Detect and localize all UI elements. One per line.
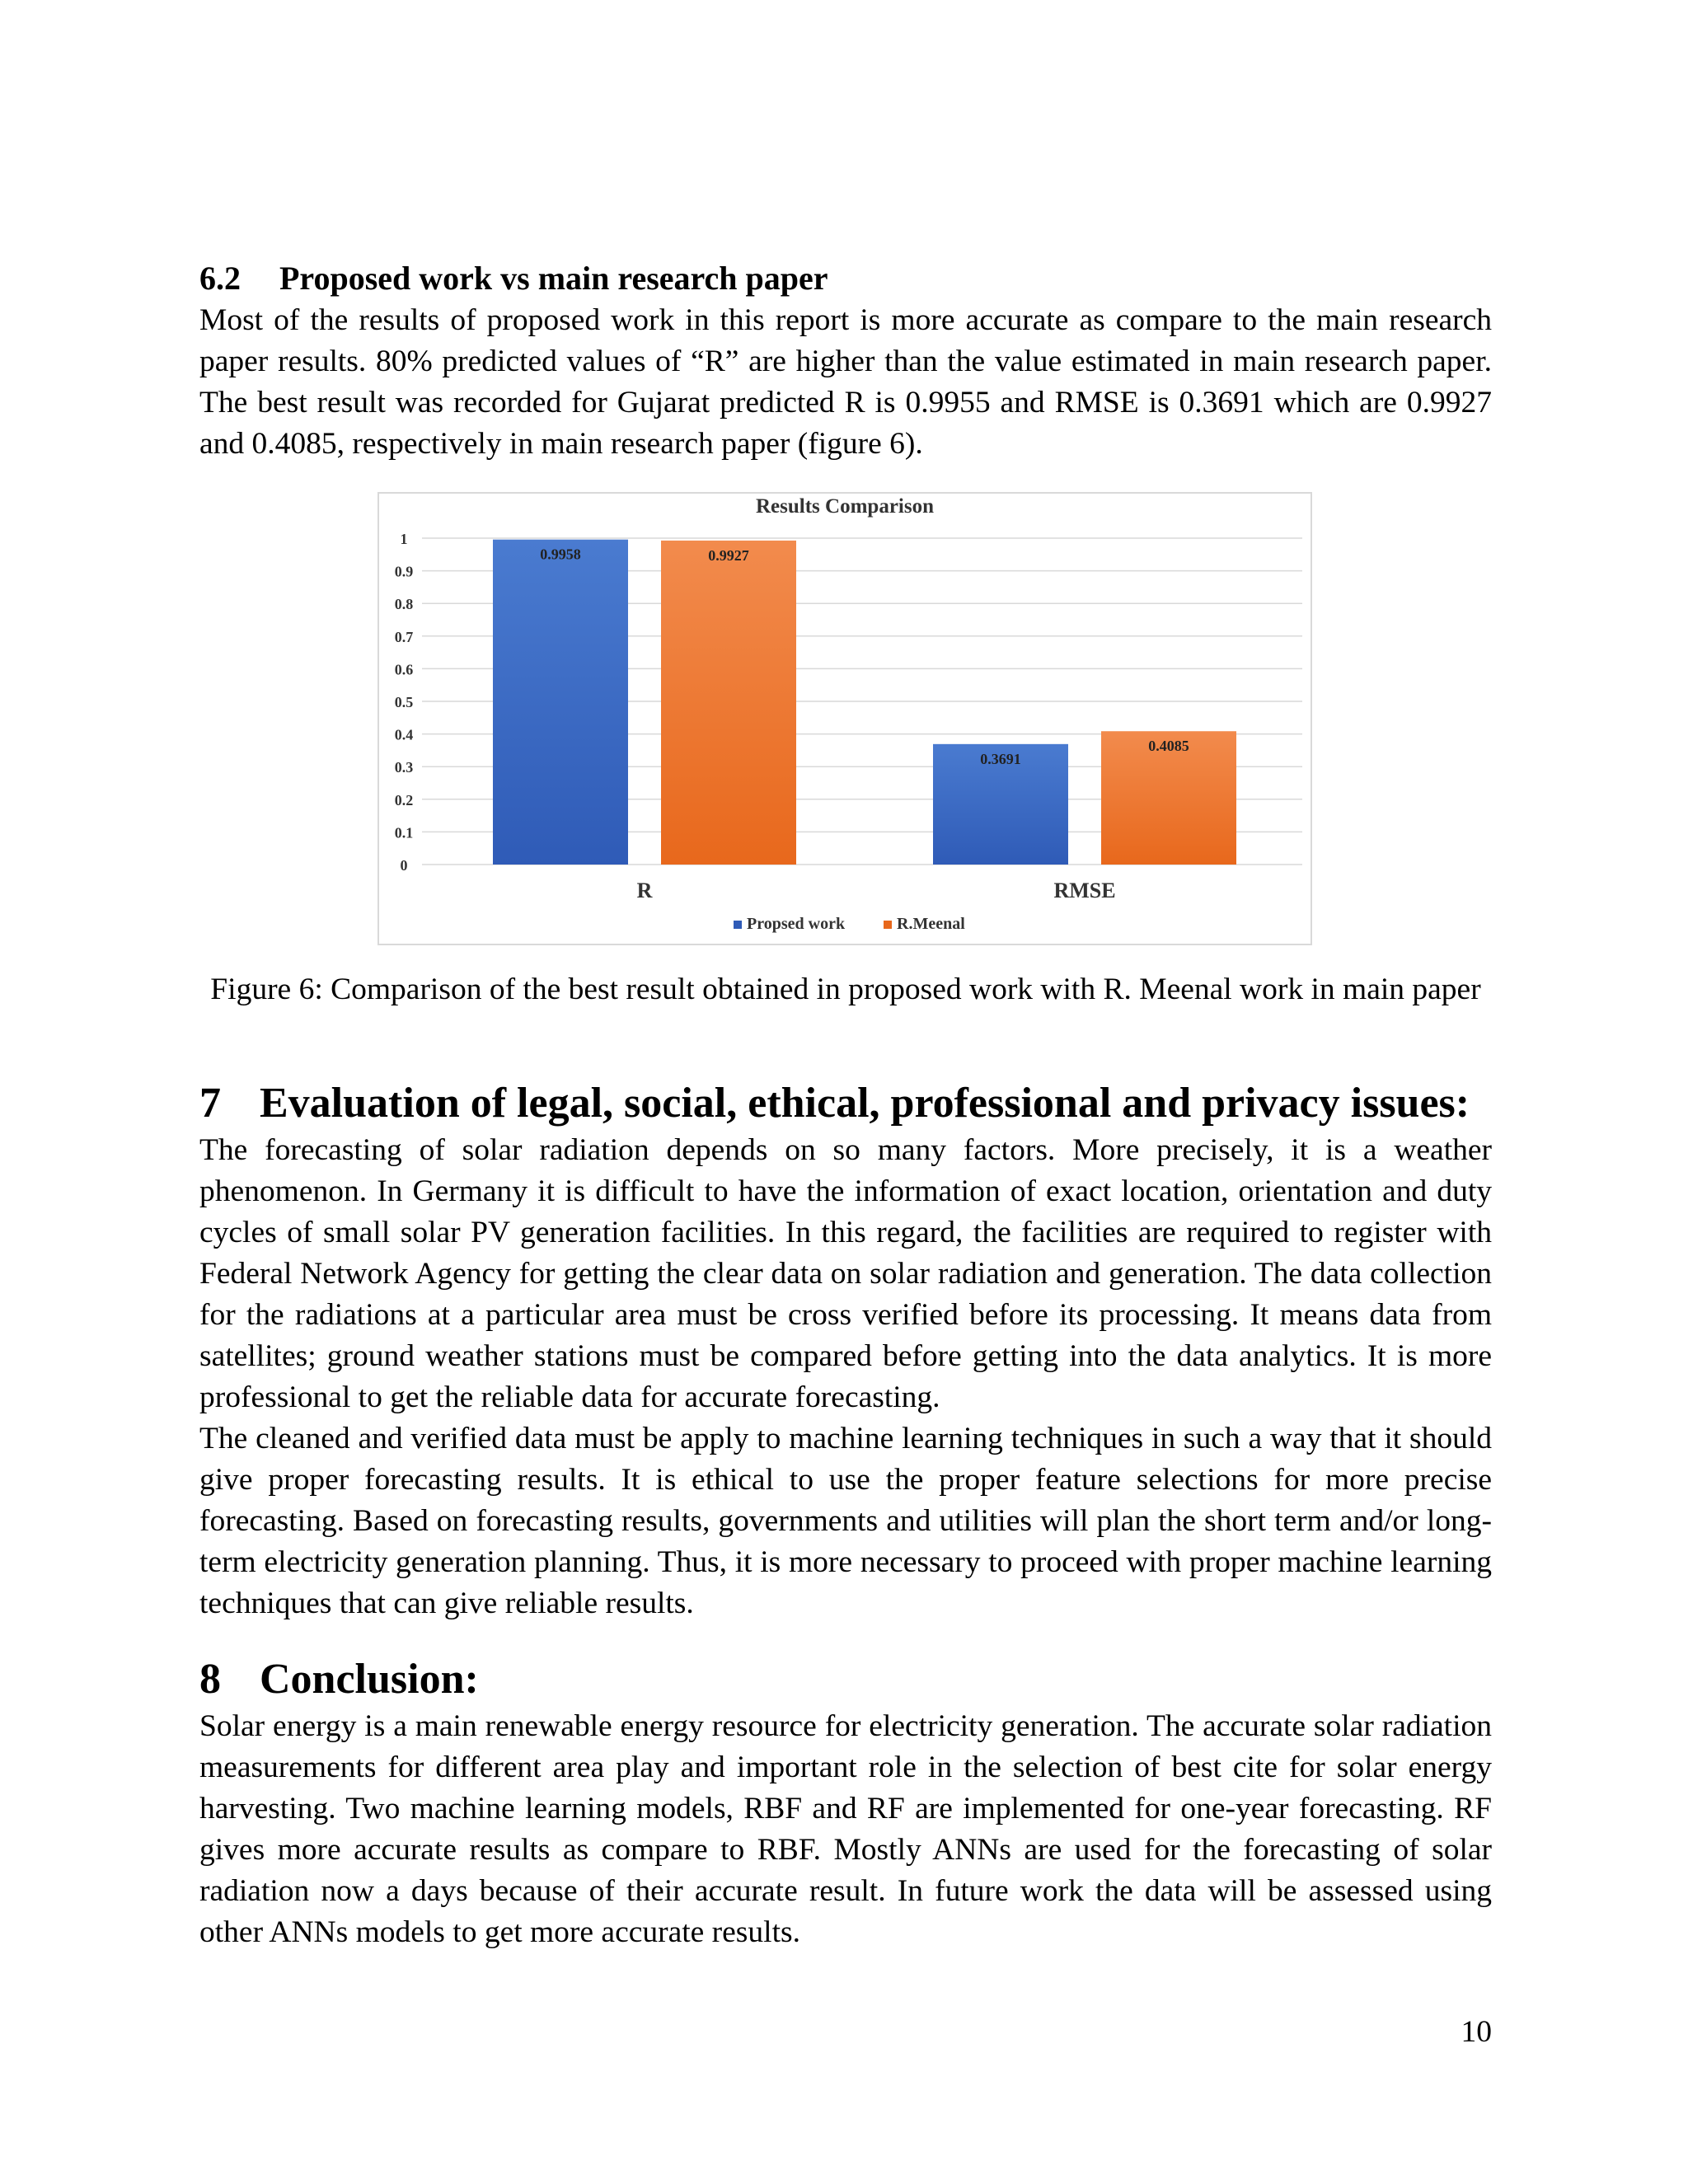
y-tick-label: 0.4 [394,726,414,743]
chart-title: Results Comparison [756,495,934,518]
bar-r-meenal-r [661,541,796,865]
x-tick-label: RMSE [1053,879,1116,902]
section-6-2-paragraph: Most of the results of proposed work in this report is more accurate as compare to the main research paper results. 80% predicted values of “R” are higher than the value estimated in main research paper. The best result was recorded for Gujarat predicted R is 0.9955 and RMSE is 0.3691 which are 0.9927 and 0.4085, respectively in main research paper (figure 6). [199,303,1492,461]
y-tick-label: 0.3 [394,759,414,776]
page-content-lower [199,1076,1492,1953]
y-tick-label: 1 [400,531,408,547]
legend-label: R.Meenal [897,915,965,933]
section-6-2-number: 6.2 [199,260,241,297]
section-6-2-title: Proposed work vs main research paper [279,260,828,297]
y-tick-label: 0.5 [394,694,414,710]
y-tick-label: 0.1 [394,824,414,841]
section-8-paragraph: Solar energy is a main renewable energy resource for electricity generation. The accurate solar radiation measurements for different area play and important role in the selection of best cite for solar energy harvesting. Two machine learning models, RBF and RF are implemented for one-year forecasting. RF gives more accurate results as compare to RBF. Mostly ANNs are used for the forecasting of solar radiation now a days because of their accurate result. In future work the data will be assessed using other ANNs models to get more accurate results. [199,1709,1492,1949]
section-8-heading [199,1652,1492,1706]
page-number: 10 [1461,2015,1492,2049]
section-8-number: 8 [199,1656,221,1703]
figure-caption: Figure 6: Comparison of the best result obtained in proposed work with R. Meenal work in main paper [210,972,1481,1006]
section-8-title: Conclusion: [260,1656,479,1703]
section-7-paragraph-2: The cleaned and verified data must be apply to machine learning techniques in such a way that it should give proper forecasting results. It is ethical to use the proper feature selections for more precise forecasting. Based on forecasting results, governments and utilities will plan the short term and/or long-term electricity generation planning. Thus, it is more necessary to proceed with proper machine learning techniques that can give reliable results. [199,1422,1492,1620]
data-label: 0.9927 [708,546,749,564]
bar-propsed-work-r [493,540,628,865]
section-7-number: 7 [199,1080,221,1127]
y-tick-label: 0.6 [394,661,414,678]
y-tick-label: 0.7 [394,628,414,645]
y-tick-label: 0.8 [394,596,414,613]
legend-swatch [734,921,742,929]
data-label: 0.3691 [980,750,1021,767]
page-content [199,257,1492,465]
section-6-2-heading [199,257,1492,300]
data-label: 0.9958 [540,546,581,563]
results-comparison-chart [377,492,1312,945]
data-label: 0.4085 [1148,738,1189,755]
section-7-paragraph-1: The forecasting of solar radiation depends on so many factors. More precisely, it is a weather phenomenon. In Germany it is difficult to have the information of exact location, orientation and duty cycles of small solar PV generation facilities. In this regard, the facilities are required to register with Federal Network Agency for getting the clear data on solar radiation and generation. The data collection for the radiations at a particular area must be cross verified before its processing. It means data from satellites; ground weather stations must be compared before getting into the data analytics. It is more professional to get the reliable data for accurate forecasting. [199,1133,1492,1414]
y-tick-label: 0 [400,857,408,874]
x-tick-label: R [636,879,653,902]
y-tick-label: 0.9 [394,563,414,580]
chart-canvas [379,494,1311,944]
legend-label: Propsed work [747,915,846,933]
legend-swatch [884,921,892,929]
y-tick-label: 0.2 [394,791,414,808]
section-7-heading [199,1076,1492,1130]
section-7-title: Evaluation of legal, social, ethical, professional and privacy issues: [260,1080,1470,1127]
